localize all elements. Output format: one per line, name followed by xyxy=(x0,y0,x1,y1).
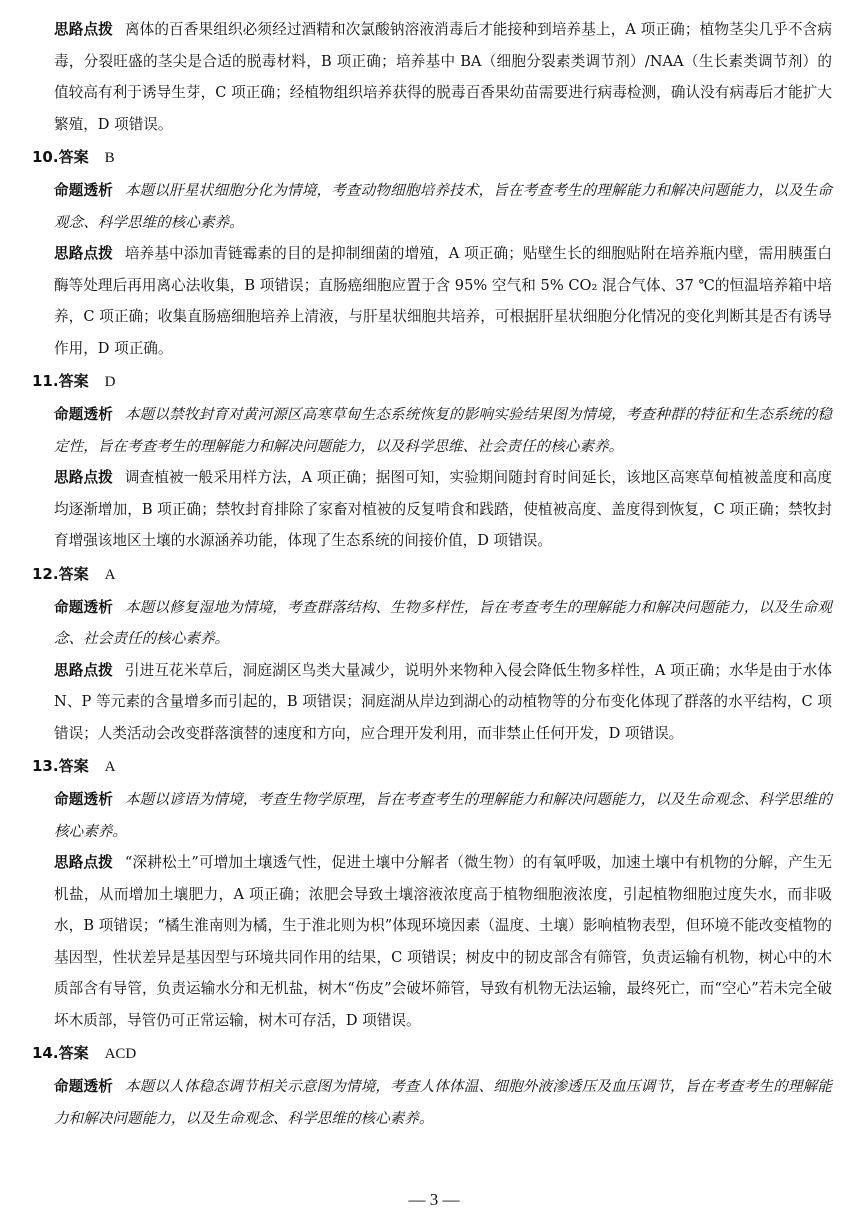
hint-text: “深耕松土”可增加土壤透气性，促进土壤中分解者（微生物）的有氧呼吸，加速土壤中有机物的分解，产生无机盐，从而增加土壤肥力，A 项正确；浓肥会导致土壤溶液浓度高于植物细胞液浓度，引起植物细胞过度失水，而非吸水，B 项错误；“橘生淮南则为橘，生于淮北则为枳”体现环境因素（温度、土壤）影响植物表型，但环境不能改变植物的基因型，性状差异是基因型与环境共同作用的结果，C 项错误；树皮中的韧皮部含有筛管，负责运输有机物，树心中的木质部含有导管，负责运输水分和无机盐，树木“伤皮”会破坏筛管，导致有机物无法运输，最终死亡，而“空心”若未完全破坏木质部，导管仍可正常运输，树木可存活，D 项错误。 xyxy=(54,854,832,1029)
answer-line xyxy=(32,1036,832,1071)
analysis-label: 命题透析 xyxy=(54,182,113,199)
hint-text: 离体的百香果组织必须经过酒精和次氯酸钠溶液消毒后才能接种到培养基上，A 项正确；植物茎尖几乎不含病毒，分裂旺盛的茎尖是合适的脱毒材料，B 项正确；培养基中 BA（细胞分裂素类调节剂）/NAA（生长素类调节剂）的值较高有利于诱导生芽，C 项正确；经植物组织培养获得的脱毒百香果幼苗需要进行病毒检测，确认没有病毒后才能扩大繁殖，D 项错误。 xyxy=(54,21,832,133)
question-number: 10. xyxy=(32,148,59,166)
answer-value: B xyxy=(104,150,115,166)
answer-value: D xyxy=(104,374,116,390)
hint-label: 思路点拨 xyxy=(54,661,113,679)
analysis-label: 命题透析 xyxy=(54,791,113,808)
question-analysis-paragraph xyxy=(54,592,832,655)
analysis-label: 命题透析 xyxy=(54,598,113,616)
answer-line xyxy=(32,364,832,399)
answer-label: 答案 xyxy=(58,1044,89,1062)
answer-label: 答案 xyxy=(58,564,89,583)
solution-hint-paragraph xyxy=(54,462,832,557)
solution-hint-paragraph xyxy=(54,655,832,750)
question-number: 11. xyxy=(32,372,59,390)
question-analysis-paragraph xyxy=(54,175,832,238)
hint-label: 思路点拨 xyxy=(54,469,113,486)
question-analysis-paragraph xyxy=(54,399,832,462)
analysis-text: 本题以谚语为情境，考查生物学原理，旨在考查考生的理解能力和解决问题能力，以及生命观念、科学思维的核心素养。 xyxy=(54,791,832,840)
page-number: — 3 — xyxy=(408,1190,460,1209)
question-number: 12. xyxy=(32,564,59,583)
analysis-label: 命题透析 xyxy=(54,1078,113,1095)
solution-hint-paragraph xyxy=(54,847,832,1036)
hint-label: 思路点拨 xyxy=(54,854,113,871)
hint-label: 思路点拨 xyxy=(54,245,113,262)
hint-label: 思路点拨 xyxy=(54,21,113,38)
analysis-text: 本题以禁牧封育对黄河源区高寒草甸生态系统恢复的影响实验结果图为情境，考查种群的特征和生态系统的稳定性，旨在考查考生的理解能力和解决问题能力，以及科学思维、社会责任的核心素养。 xyxy=(54,406,832,455)
answer-value: ACD xyxy=(104,1046,137,1062)
solution-hint-paragraph xyxy=(54,238,832,364)
answer-content xyxy=(32,14,832,1134)
answer-label: 答案 xyxy=(58,757,89,775)
question-analysis-paragraph xyxy=(54,784,832,847)
answer-line xyxy=(32,557,832,592)
analysis-text: 本题以肝星状细胞分化为情境，考查动物细胞培养技术，旨在考查考生的理解能力和解决问题能力，以及生命观念、科学思维的核心素养。 xyxy=(54,182,832,231)
answer-line xyxy=(32,749,832,784)
answer-label: 答案 xyxy=(58,372,89,390)
hint-text: 引进互花米草后，洞庭湖区鸟类大量减少，说明外来物种入侵会降低生物多样性，A 项正确；水华是由于水体 N、P 等元素的含量增多而引起的，B 项错误；洞庭湖从岸边到湖心的动植物等的分布变化体现了群落的水平结构，C 项错误；人类活动会改变群落演替的速度和方向，应合理开发利用，而非禁止任何开发，D 项错误。 xyxy=(54,661,832,742)
question-number: 13. xyxy=(32,757,59,775)
question-number: 14. xyxy=(32,1044,59,1062)
hint-text: 培养基中添加青链霉素的目的是抑制细菌的增殖，A 项正确；贴壁生长的细胞贴附在培养瓶内壁，需用胰蛋白酶等处理后再用离心法收集，B 项错误；直肠癌细胞应置于含 95% 空气和 5% CO₂ 混合气体、37 ℃的恒温培养箱中培养，C 项正确；收集直肠癌细胞培养上清液，与肝星状细胞共培养，可根据肝星状细胞分化情况的变化判断其是否有诱导作用，D 项正确。 xyxy=(54,245,832,357)
answer-label: 答案 xyxy=(58,148,89,166)
answer-value: A xyxy=(104,759,116,775)
solution-hint-paragraph xyxy=(54,14,832,140)
analysis-label: 命题透析 xyxy=(54,406,113,423)
hint-text: 调查植被一般采用样方法，A 项正确；据图可知，实验期间随封育时间延长，该地区高寒草甸植被盖度和高度均逐渐增加，B 项正确；禁牧封育排除了家畜对植被的反复啃食和践踏，使植被高度、盖度得到恢复，C 项正确；禁牧封育增强该地区土壤的水源涵养功能，体现了生态系统的间接价值，D 项错误。 xyxy=(54,469,832,549)
answer-value: A xyxy=(104,566,116,583)
analysis-text: 本题以修复湿地为情境，考查群落结构、生物多样性，旨在考查考生的理解能力和解决问题能力，以及生命观念、社会责任的核心素养。 xyxy=(54,598,832,647)
analysis-text: 本题以人体稳态调节相关示意图为情境，考查人体体温、细胞外液渗透压及血压调节，旨在考查考生的理解能力和解决问题能力，以及生命观念、科学思维的核心素养。 xyxy=(54,1078,832,1127)
question-analysis-paragraph xyxy=(54,1071,832,1134)
answer-line xyxy=(32,140,832,175)
